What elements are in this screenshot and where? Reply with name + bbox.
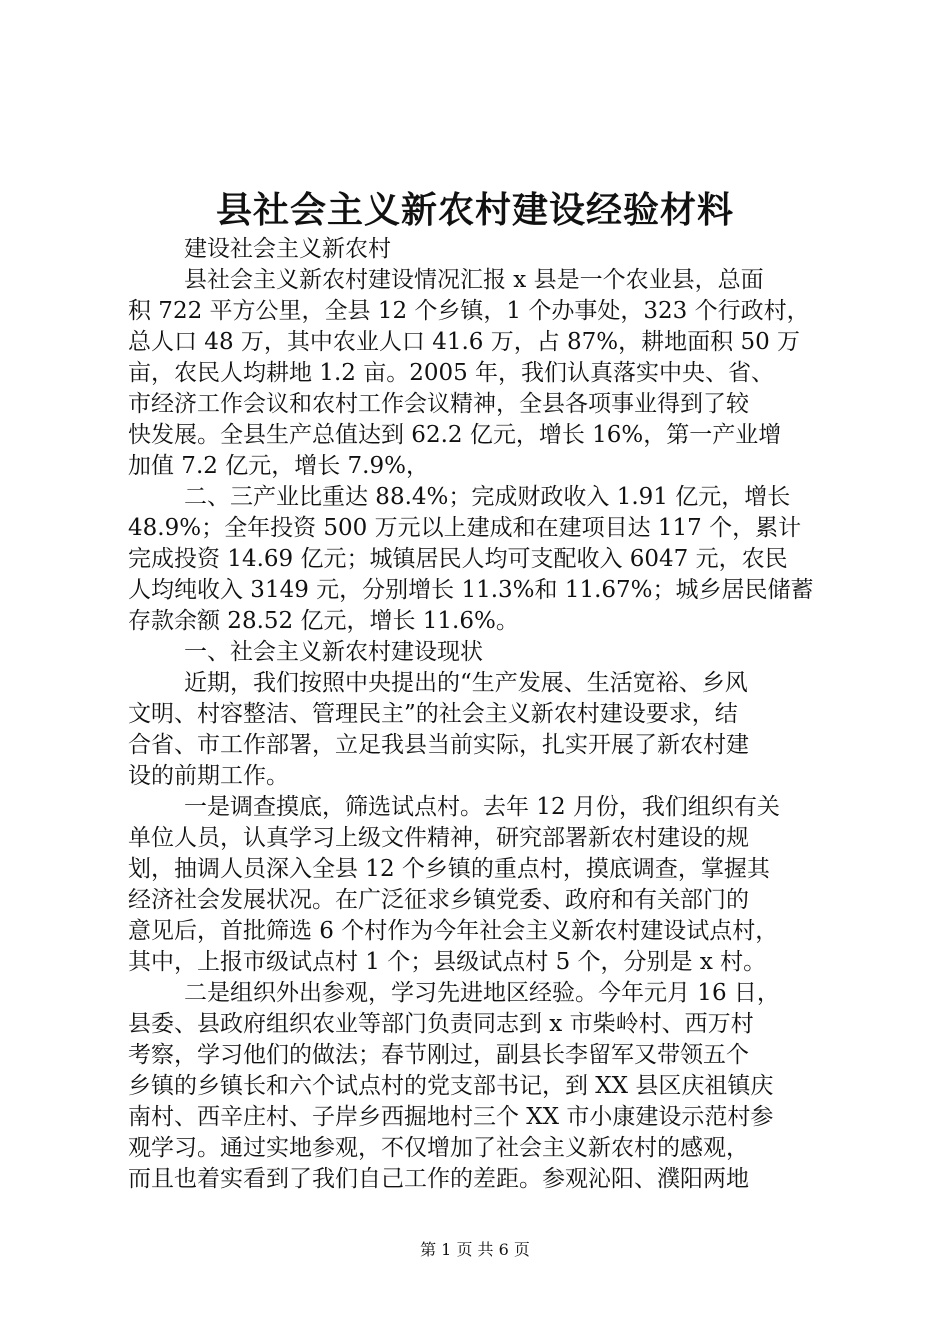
text-line: 县委、县政府组织农业等部门负责同志到 x 市柴岭村、西万村: [128, 1011, 754, 1037]
document-body: [128, 234, 840, 1195]
text-line: 设的前期工作。: [128, 763, 289, 789]
text-line: 合省、市工作部署，立足我县当前实际，扎实开展了新农村建: [128, 732, 749, 758]
text-line: 亩，农民人均耕地 1.2 亩。2005 年，我们认真落实中央、省、: [128, 360, 775, 386]
text-line: 观学习。通过实地参观，不仅增加了社会主义新农村的感观，: [128, 1135, 749, 1161]
text-line: 总人口 48 万，其中农业人口 41.6 万，占 87%，耕地面积 50 万: [128, 329, 801, 355]
text-line: 市经济工作会议和农村工作会议精神，全县各项事业得到了较: [128, 391, 749, 417]
text-line: 单位人员，认真学习上级文件精神，研究部署新农村建设的规: [128, 825, 749, 851]
text-line: 而且也着实看到了我们自己工作的差距。参观沁阳、濮阳两地: [128, 1166, 749, 1192]
text-line: 二、三产业比重达 88.4%；完成财政收入 1.91 亿元，增长: [184, 484, 791, 510]
text-line: 文明、村容整洁、管理民主”的社会主义新农村建设要求，结: [128, 701, 738, 727]
document-title: 县社会主义新农村建设经验材料: [215, 189, 734, 231]
text-line: 县社会主义新农村建设情况汇报 x 县是一个农业县，总面: [184, 267, 764, 293]
text-line: 建设社会主义新农村: [184, 236, 391, 262]
text-line: 积 722 平方公里，全县 12 个乡镇，1 个办事处，323 个行政村，: [128, 298, 810, 324]
text-line: 加值 7.2 亿元，增长 7.9%，: [128, 453, 429, 479]
text-line: 完成投资 14.69 亿元；城镇居民人均可支配收入 6047 元，农民: [128, 546, 788, 572]
text-line: 一、社会主义新农村建设现状: [184, 639, 483, 665]
text-line: 48.9%；全年投资 500 万元以上建成和在建项目达 117 个，累计: [128, 515, 802, 541]
text-line: 人均纯收入 3149 元，分别增长 11.3%和 11.67%；城乡居民储蓄: [128, 577, 814, 603]
text-line: 近期，我们按照中央提出的“生产发展、生活宽裕、乡风: [184, 670, 748, 696]
text-line: 经济社会发展状况。在广泛征求乡镇党委、政府和有关部门的: [128, 887, 749, 913]
text-line: 考察，学习他们的做法；春节刚过，副县长李留军又带领五个: [128, 1042, 749, 1068]
text-line: 乡镇的乡镇长和六个试点村的党支部书记，到 XX 县区庆祖镇庆: [128, 1073, 774, 1099]
text-line: 划，抽调人员深入全县 12 个乡镇的重点村，摸底调查，掌握其: [128, 856, 770, 882]
text-line: 存款余额 28.52 亿元，增长 11.6%。: [128, 608, 519, 634]
text-line: 其中，上报市级试点村 1 个；县级试点村 5 个，分别是 x 村。: [128, 949, 767, 975]
text-line: 一是调查摸底，筛选试点村。去年 12 月份，我们组织有关: [184, 794, 780, 820]
text-line: 快发展。全县生产总值达到 62.2 亿元，增长 16%，第一产业增: [128, 422, 782, 448]
text-line: 二是组织外出参观，学习先进地区经验。今年元月 16 日，: [184, 980, 780, 1006]
text-line: 南村、西辛庄村、子岸乡西掘地村三个 XX 市小康建设示范村参: [128, 1104, 774, 1130]
text-line: 意见后，首批筛选 6 个村作为今年社会主义新农村建设试点村，: [128, 918, 779, 944]
page-footer: 第 1 页 共 6 页: [420, 1240, 530, 1259]
